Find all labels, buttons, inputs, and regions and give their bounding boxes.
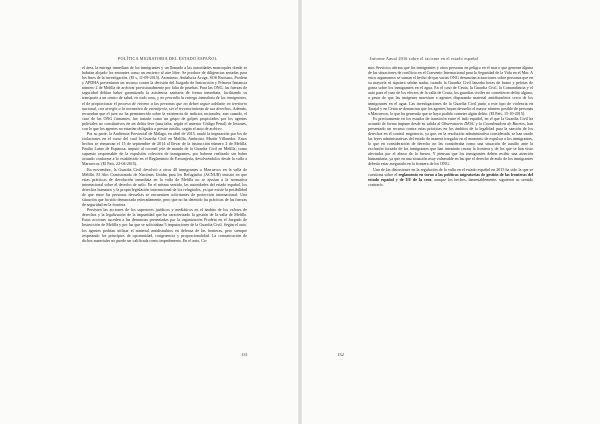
body-paragraph bbox=[82, 131, 247, 167]
paragraph-text: . Además, recuerdan que el juez no ha permanecido sobre la existencia de indicios racionales, aun cuando, el caso de las ONG firmantes, fue tratado como un grupo de golpes propiciados por los agentes policiales no constitutivos de un delito leve (una falta, según el anterior Código Penal) de lesiones, con lo que los agentes no estarían obligados a prestar auxilio, según el auto de archivo. bbox=[82, 105, 247, 131]
paragraph-text: el área, la entrega inmediata de los inmigrantes y un llamado a las autoridades marroquíes donde se habrían alojado los entrantes como un encierro al aire libre. Se produce de diligencias seriadas para los fines de la investigación. (El s, 11-09-2015). Asimismo, Andalucía Acoge, SOS Racismo, Prodein y APDHA presentaron un recurso contra la decisión del Juzgado de Instrucción y Primera Instancia número 2 de Melilla de archivar provisionalmente por falta de pruebas. Para las ONG, las fuerzas de seguridad debían haber garantizado la asistencia sanitaria de forma inmediata, facilitando su transporte a un centro de salud, bbox=[82, 65, 247, 101]
paragraph-text: , el de proporcionar el bbox=[82, 95, 247, 106]
paragraph-text: En noviembre, la Guardia Civil devolvió a otros 40 inmigrantes a Marruecos en la valla de Melilla. El Alto Comisionado de Naciones Unidas para los Refugiados (ACNUR) insistió en que estas prácticas de devolución inmediata en la valla de Melilla no se ajustan a la normativa internacional sobre el derecho de asilo. En el mismo sentido, las autoridades del estado español, los derechos humanos y la propia legislación internacional de los refugiados, ya que existe la posibilidad de que entre las personas devueltas se encuentren solicitantes de protección internacional. Una situación que ha sido denunciada reiteradamente, pero que no ha detenido las prácticas de las fuerzas de seguridad en la frontera. bbox=[82, 166, 247, 208]
left-text-block bbox=[82, 65, 247, 355]
italic-text: en todo caso, y no procedía la entrega inmediata de los inmigrantes bbox=[134, 95, 246, 101]
left-page-number: 131 bbox=[241, 352, 248, 357]
paragraph-text: mos Servicios afirma que los inmigrantes y otros personas en peligro en el mar o que generan alguna de las situaciones de conflicto en el Convenio Internacional para la Seguridad de la Vida en el Mar. A estos argumentos se suman el hecho de que varias ONG denuncian actuaciones sobre personas que en su mayoría ni siquiera sabían nadar, cuando la Guardia Civil lanzaba botes de humo y pelotas de goma sobre los inmigrantes en el agua. En el caso de Ceuta, la Guardia Civil, la Comandancia y el auto para el caso de los efectos de la valla de Ceuta, los guardias civiles no cometieron delito alguno, a pesar de que las imágenes muestran a agentes disparando material antidisturbios cerca de los inmigrantes en el agua. Las investigaciones de la Guardia Civil junto a este tipo de violencia en Tarajal y en Ceuta se denuncian que los agentes hayan devuelto el mayor número posible de personas a Marruecos, lo que ha generado que se haya podido cometer algún delito. (El País, 15-10-2015). bbox=[368, 65, 533, 116]
body-paragraph bbox=[82, 207, 247, 243]
paragraph-text: Por su parte, la Audiencia Provincial de Málaga, en abril de 2015, anuló la imputación por los de violaciones en el curso del cual la Guardia Civil en Melilla, Ambrosio Martín Villaseñor. Estos hechos se enmarcan el 15 de septiembre de 2014 al llevar de la instrucción número 2 de Melilla, Emilio Lamo de Espinosa, imputó al coronel jefe de mando de la Guardia Civil en Melilla, como supuesto responsable de la expulsión colectiva de inmigrantes, por haberse realizado sin haber actuado conforme a lo establecido en el Reglamento de Extranjería, devolviéndolos desde la valla a Marruecos. (El País, 22-04-2015). bbox=[82, 131, 247, 167]
paragraph-text: , aunque los hechos, lamentablemente, siguieron su sentido contrario. bbox=[368, 176, 533, 187]
paragraph-text: Una de las discusiones en la regulación de la valla en el estado español en 2015 ha sido la que se cuestiona sobre el bbox=[368, 166, 533, 177]
right-page-number: 132 bbox=[337, 352, 344, 357]
paragraph-text: Es precisamente en los estados de transición entre el lado español, en el que la Guardia Civil ha actuado de forma impune desde su salida al bbox=[368, 115, 533, 126]
right-running-head: Informe Anual 2016 sobre el racismo en el estado español bbox=[370, 56, 479, 61]
paragraph-text: , han presentado un recurso contra estas prácticas en los ámbitos de la legalidad para la sanción de los derechos en el control migratorio, ya que, en la resolución administrativa considerada, se han usado las leyes administrativas del estado de manera irregular en el momento de expulsar a los inmigrantes, lo que en consideración de derecho no las consideraba como una situación de auxilio ante la exclusión forzada de los inmigrantes que han intentado cruzar la frontera y de los que se han visto afectados por el abuso de la fuerza. Y piensan que los inmigrantes deben recibir una atención humanitaria, ya que en una situación muy vulnerable en las que el derecho de asilo de los inmigrantes debería estar asegurado en la frontera de los ONG. bbox=[368, 120, 533, 167]
body-paragraph bbox=[368, 167, 533, 187]
italic-text: proceso de retorno a las personas que no deben seguir adelante en territorio nacional, con arreglo a la normativa de extranjería, sin el reconocimiento de sus derechos bbox=[82, 100, 247, 111]
left-running-head: POLÍTICA MIGRATORIA DEL ESTADO ESPAÑOL bbox=[118, 56, 218, 61]
right-page bbox=[300, 0, 600, 424]
italic-text: Observatorio DESC bbox=[441, 120, 475, 126]
right-text-block bbox=[368, 65, 533, 355]
paragraph-text: Persisten las acciones de los superiores jurídicos y mediáticos en el ámbito de los valores de derechos y la legalización de la impunidad que ha caracterizado la gestión de la valla de Melilla. Estas acciones suceden a las denuncias presentadas por la organización Prodein en el Juzgado de Instrucción de Melilla y por las que se solicitaban 5 imputaciones de la Guardia Civil. Según el auto, los agentes podrían utilizar el material antidisturbios en defensa de las fronteras, pero siempre respetando los principios de oportunidad, congruencia y proporcionalidad. La comunicación de dichos materiales no puede ser calificada como impedimento. En el auto, Ca- bbox=[82, 207, 247, 243]
bold-text: reglamento en torno a las políticas migratorias de gestión de las fronteras del estado español y de UE de la cruz bbox=[368, 171, 533, 182]
body-paragraph bbox=[82, 65, 247, 131]
italic-text: Coordinadora de Barrios bbox=[483, 120, 525, 126]
body-paragraph bbox=[368, 65, 533, 116]
body-paragraph bbox=[82, 167, 247, 208]
paragraph-text: y la bbox=[474, 120, 484, 126]
body-paragraph bbox=[368, 116, 533, 167]
